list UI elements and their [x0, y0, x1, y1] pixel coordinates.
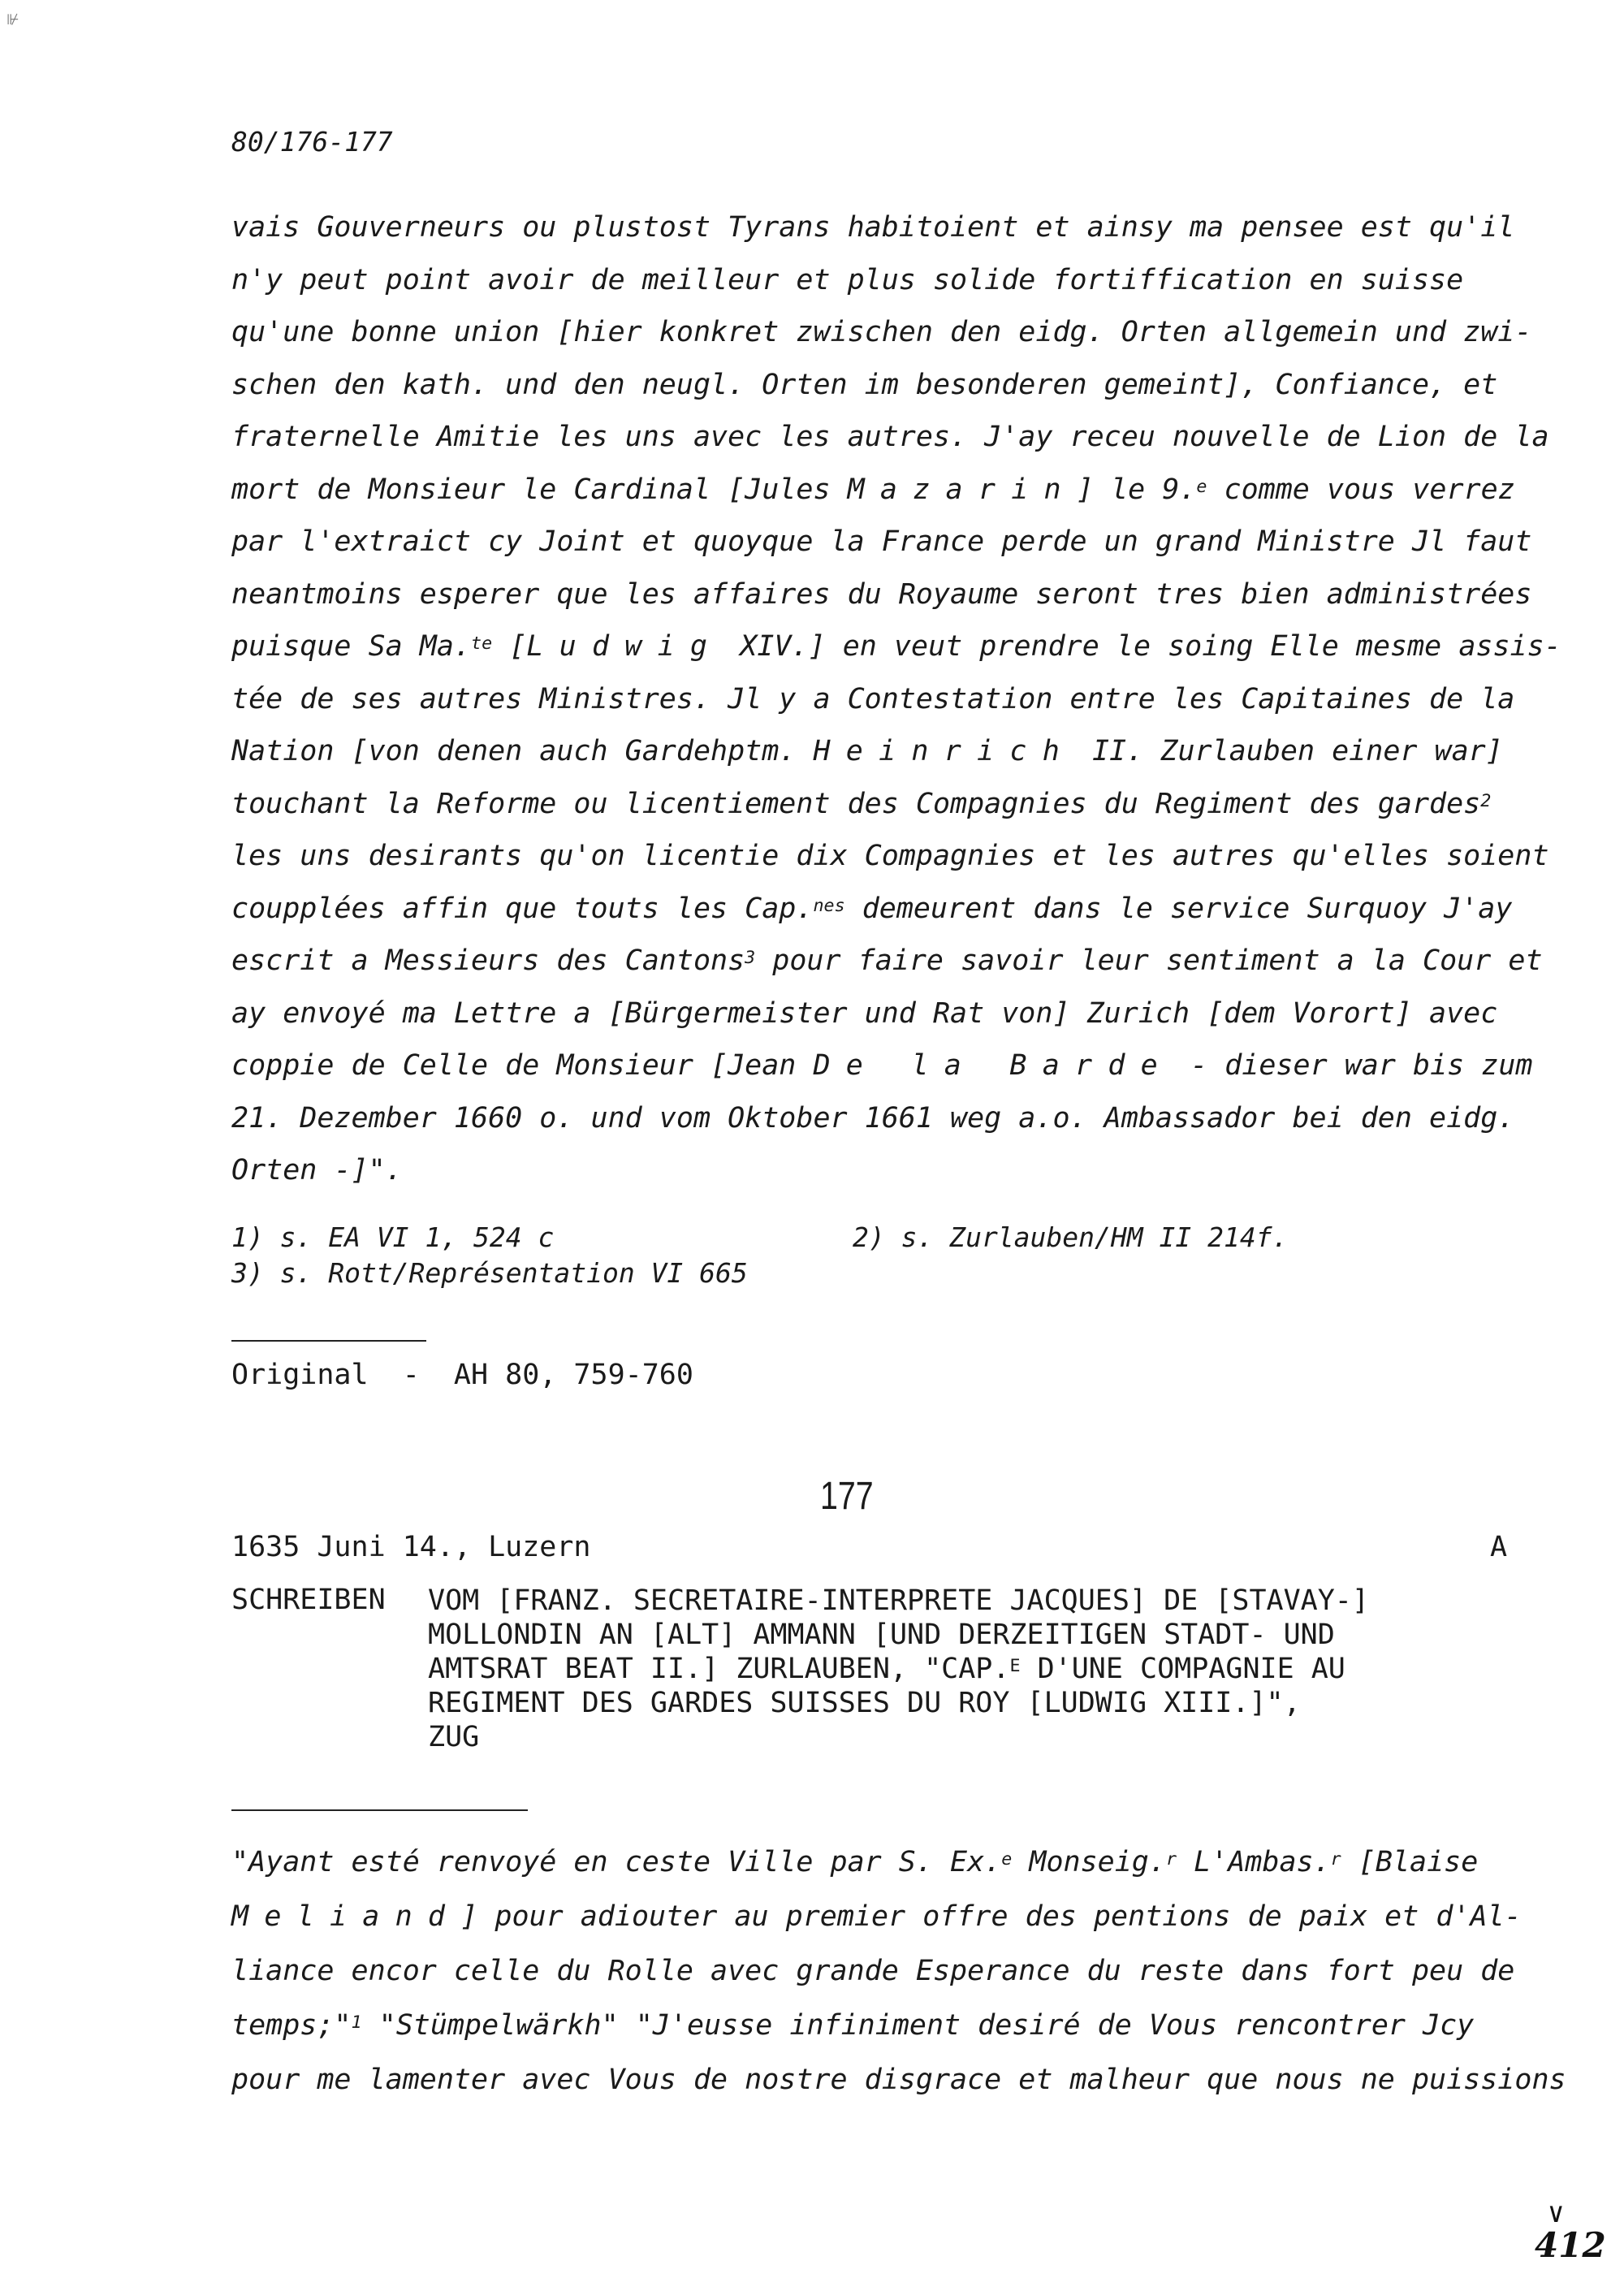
text-run: escrit a Messieurs des Cantons — [231, 944, 745, 977]
passage-1 — [231, 201, 1561, 1197]
summary-line: REGIMENT DES GARDES SUISSES DU ROY [LUDWIG XIII.]", — [428, 1687, 1301, 1719]
superscript: E — [1009, 1656, 1021, 1677]
footnote-1: 1) s. EA VI 1, 524 c — [231, 1221, 555, 1253]
passage-1-line — [231, 464, 1522, 517]
passage-1-line — [231, 883, 1522, 936]
text-run: temps;" — [231, 2009, 352, 2042]
summary-line: ZUG — [428, 1721, 480, 1753]
superscript: te — [471, 633, 493, 655]
summary-label: SCHREIBEN — [231, 1584, 386, 1616]
passage-1-line — [231, 778, 1522, 831]
passage-1-line: Orten -]". — [231, 1154, 403, 1187]
passage-1-line: par l'extraict cy Joint et quoyque la France perde un grand Ministre Jl faut — [231, 525, 1532, 558]
passage-2-line — [231, 1999, 1522, 2053]
text-run: coppie de Celle de Monsieur [Jean — [231, 1049, 797, 1082]
text-run: [ — [492, 630, 527, 663]
footnote-3: 3) s. Rott/Représentation VI 665 — [231, 1257, 748, 1289]
passage-2-line: liance encor celle du Rolle avec grande Esperance du reste dans fort peu de — [231, 1955, 1515, 1987]
passage-1-line: schen den kath. und den neugl. Orten im besonderen gemeint], Confiance, et — [231, 368, 1498, 401]
superscript: 3 — [745, 948, 756, 969]
spaced-name: Meliand — [231, 1900, 461, 1933]
text-run: mort de Monsieur le Cardinal [Jules — [231, 473, 831, 506]
text-run: AMTSRAT BEAT II.] ZURLAUBEN, "CAP. — [428, 1653, 1010, 1685]
superscript: 1 — [351, 2012, 362, 2034]
text-run: Monseig. — [1012, 1846, 1166, 1878]
passage-1-line: les uns desirants qu'on licentie dix Compagnies et les autres qu'elles soient — [231, 840, 1549, 872]
text-run: touchant la Reforme ou licentiement des Compagnies du Regiment des gardes — [231, 787, 1481, 820]
text-run: ] le 9. — [1076, 473, 1197, 506]
passage-2-line — [231, 1890, 1522, 1944]
corner-mark: ⊮ — [6, 11, 19, 28]
superscript: nes — [813, 895, 845, 916]
source-reference: Original - AH 80, 759-760 — [231, 1359, 693, 1391]
passage-1-line — [231, 620, 1561, 673]
spaced-name: Ludwig — [526, 630, 723, 663]
passage-2-line — [231, 1835, 1522, 1890]
text-run: demeurent dans le service Surquoy J'ay — [844, 892, 1513, 925]
text-run: ] pour adiouter au premier offre des pentions de paix et d'Al- — [460, 1900, 1522, 1933]
passage-1-line — [231, 1040, 1533, 1092]
passage-1-line: tée de ses autres Ministres. Jl y a Contestation entre les Capitaines de la — [231, 682, 1515, 715]
page-number-mark: ∨ — [1548, 2197, 1565, 2229]
running-reference: 80/176-177 — [231, 126, 393, 158]
passage-2 — [231, 1835, 1566, 2107]
passage-1-line: 21. Dezember 1660 o. und vom Oktober 1661 weg a.o. Ambassador bei den eidg. — [231, 1101, 1515, 1135]
summary-line: VOM [FRANZ. SECRETAIRE-INTERPRETE JACQUES] DE [STAVAY-] — [428, 1584, 1369, 1617]
entry-summary — [428, 1584, 1532, 1754]
passage-1-line: ay envoyé ma Lettre a [Bürgermeister und Rat von] Zurich [dem Vorort] avec — [231, 996, 1498, 1030]
entry-number: 177 — [820, 1475, 874, 1518]
summary-line: MOLLONDIN AN [ALT] AMMANN [UND DERZEITIGEN STADT- UND — [428, 1619, 1335, 1651]
text-run: puisque Sa Ma. — [231, 630, 472, 663]
text-run: II. Zurlauben einer war] — [1075, 735, 1503, 767]
text-run: comme vous verrez — [1207, 473, 1515, 506]
text-run: - dieser war bis zum — [1173, 1049, 1533, 1082]
text-run: "Stümpelwärkh" "J'eusse infiniment desiré de Vous rencontrer Jcy — [361, 2009, 1475, 2042]
spaced-name: De la Barde — [813, 1049, 1173, 1082]
passage-1-line: qu'une bonne union [hier konkret zwischen den eidg. Orten allgemein und zwi- — [231, 316, 1532, 348]
text-run: "Ayant esté renvoyé en ceste Ville par S. Ex. — [231, 1846, 1002, 1878]
spaced-name: Mazarin — [847, 473, 1077, 506]
summary-line — [428, 1652, 1532, 1686]
passage-1-line: vais Gouverneurs ou plustost Tyrans habitoient et ainsy ma pensee est qu'il — [231, 211, 1515, 244]
passage-1-line — [231, 935, 1543, 988]
text-run: Nation [von denen auch Gardehptm. — [231, 735, 797, 767]
entry-date-place: 1635 Juni 14., Luzern — [231, 1531, 591, 1563]
passage-1-line: fraternelle Amitie les uns avec les autres. J'ay receu nouvelle de Lion de la — [231, 421, 1549, 453]
passage-1-line — [231, 725, 1522, 778]
passage-2-line: pour me lamenter avec Vous de nostre disgrace et malheur que nous ne puissions — [231, 2064, 1566, 2096]
footnote-divider — [231, 1340, 426, 1342]
spaced-name: Heinrich — [813, 735, 1076, 767]
text-run: XIV.] en veut prendre le soing Elle mesme assis- — [723, 630, 1561, 663]
section-divider — [231, 1809, 528, 1811]
text-run: D'UNE COMPAGNIE AU — [1020, 1653, 1345, 1685]
superscript: r — [1165, 1849, 1177, 1870]
passage-1-line: neantmoins esperer que les affaires du Royaume seront tres bien administrées — [231, 577, 1532, 611]
footnote-2: 2) s. Zurlauben/HM II 214f. — [853, 1221, 1289, 1253]
superscript: r — [1330, 1849, 1341, 1870]
passage-1-line: n'y peut point avoir de meilleur et plus solide fortiffication en suisse — [231, 263, 1464, 296]
superscript: e — [1001, 1849, 1013, 1870]
text-run: coupplées affin que touts les Cap. — [231, 892, 814, 925]
entry-category: A — [1490, 1531, 1508, 1563]
superscript: e — [1196, 476, 1207, 497]
text-run: L'Ambas. — [1177, 1846, 1331, 1878]
text-run: [Blaise — [1341, 1846, 1479, 1878]
superscript: 2 — [1480, 790, 1492, 811]
page-number: 412 — [1535, 2225, 1606, 2265]
text-run: pour faire savoir leur sentiment a la Cour et — [755, 944, 1543, 977]
